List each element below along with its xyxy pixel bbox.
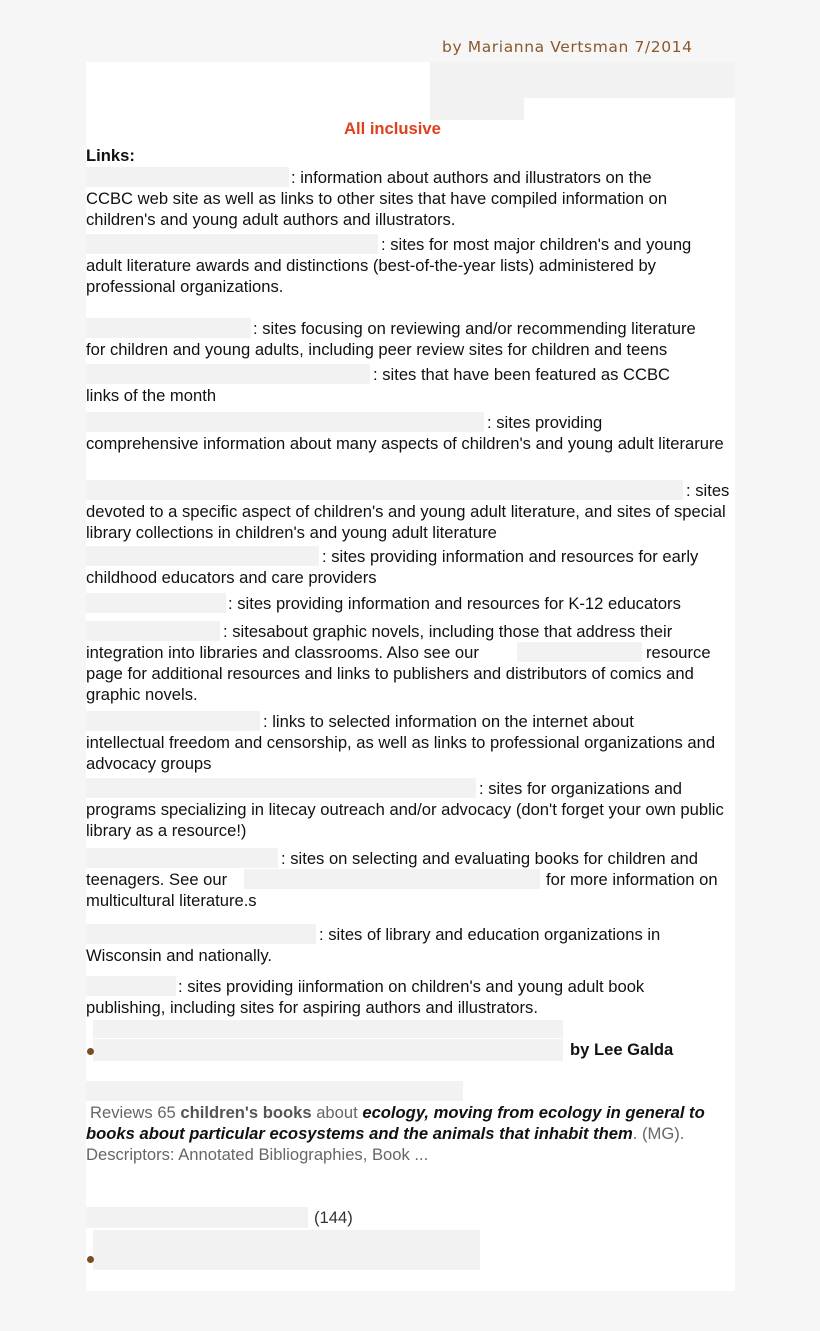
entry-line: : links to selected information on the internet about	[263, 712, 634, 731]
list-item	[86, 364, 736, 406]
list-item	[86, 848, 736, 911]
list-item	[86, 778, 736, 841]
redacted-block	[430, 98, 524, 120]
entry-line: : sites providing iinformation on children's and young adult book	[178, 977, 645, 996]
byline: by Marianna Vertsman 7/2014	[442, 38, 693, 56]
entry-line: : sites on selecting and evaluating books for children and	[281, 849, 698, 868]
entry-line: : sites providing	[487, 413, 603, 432]
entry-line: : sites	[686, 481, 730, 500]
entry-text: intellectual freedom and censorship, as well as links to professional organizations and advocacy groups	[86, 733, 716, 773]
page-heading: All inclusive	[344, 119, 441, 138]
list-item	[86, 167, 736, 230]
list-item	[86, 546, 736, 588]
list-item	[86, 234, 736, 297]
review-prefix: Reviews 65	[90, 1103, 181, 1122]
review-topic: ecology, moving from ecology in general to books about particular ecosystems and the animals that inhabit them	[86, 1103, 705, 1143]
entry-text: CCBC web site as well as links to other sites that have compiled information on children's and young adult authors and illustrators.	[86, 189, 668, 229]
entry-text: adult literature awards and distinctions (best-of-the-year lists) administered by professional organizations.	[86, 256, 656, 296]
book-title-placeholder[interactable]	[93, 1248, 480, 1270]
entry-line: : sitesabout graphic novels, including those that address their	[223, 622, 673, 641]
book-title-placeholder[interactable]	[93, 1039, 563, 1061]
list-item	[86, 412, 736, 454]
entry-text: teenagers. See our	[86, 870, 228, 889]
entry-text: for more information on	[546, 870, 718, 889]
entry-line: : sites for most major children's and young	[381, 235, 692, 254]
entry-line: : information about authors and illustrators on the	[291, 168, 652, 187]
entry-line: : sites for organizations and	[479, 779, 682, 798]
redacted-block	[93, 1020, 563, 1038]
review-about: about	[311, 1103, 363, 1122]
entry-text: resource	[646, 643, 711, 662]
review-subject: children's books	[180, 1103, 312, 1122]
entry-line: : sites of library and education organizations in	[319, 925, 661, 944]
entry-text: devoted to a specific aspect of children's and young adult literature, and sites of special library collections in children's and young adult literature	[86, 502, 726, 542]
entry-line: : sites providing information and resources for K-12 educators	[228, 594, 681, 613]
list-item	[86, 976, 736, 1018]
entry-text: childhood educators and care providers	[86, 568, 377, 587]
entry-text: Wisconsin and nationally.	[86, 946, 273, 965]
review-descriptors: . (MG). Descriptors: Annotated Bibliographies, Book ...	[86, 1124, 685, 1164]
book-author: by Lee Galda	[570, 1040, 674, 1059]
entry-text: links of the month	[86, 386, 217, 405]
entry-line: : sites that have been featured as CCBC	[373, 365, 671, 384]
bullet-icon	[87, 1256, 94, 1263]
entry-text: for children and young adults, including peer review sites for children and teens	[86, 340, 668, 359]
entry-line	[86, 869, 736, 890]
list-item	[86, 711, 736, 774]
entry-text: programs specializing in litecay outreach and/or advocacy (don't forget your own public library as a resource!)	[86, 800, 724, 840]
entry-line: : sites providing information and resources for early	[322, 547, 699, 566]
redacted-block	[430, 62, 735, 98]
entry-text: integration into libraries and classrooms. Also see our	[86, 643, 479, 662]
redacted-block	[86, 1081, 463, 1101]
list-item	[86, 621, 736, 705]
entry-text: multicultural literature.s	[86, 891, 257, 910]
book-review	[86, 1102, 731, 1165]
bullet-icon	[87, 1048, 94, 1055]
list-item	[86, 480, 736, 543]
redacted-block	[93, 1230, 480, 1248]
entry-line	[86, 642, 736, 663]
entry-text: page for additional resources and links to publishers and distributors of comics and graphic novels.	[86, 664, 694, 704]
link-placeholder[interactable]	[86, 1207, 308, 1228]
list-item	[86, 924, 736, 966]
entry-text: comprehensive information about many aspects of children's and young adult literarure	[86, 434, 724, 453]
entry-text: publishing, including sites for aspiring authors and illustrators.	[86, 998, 538, 1017]
result-count: (144)	[314, 1208, 353, 1227]
list-item	[86, 318, 736, 360]
entry-line: : sites focusing on reviewing and/or recommending literature	[253, 319, 696, 338]
list-item	[86, 593, 736, 614]
links-label: Links:	[86, 146, 135, 165]
